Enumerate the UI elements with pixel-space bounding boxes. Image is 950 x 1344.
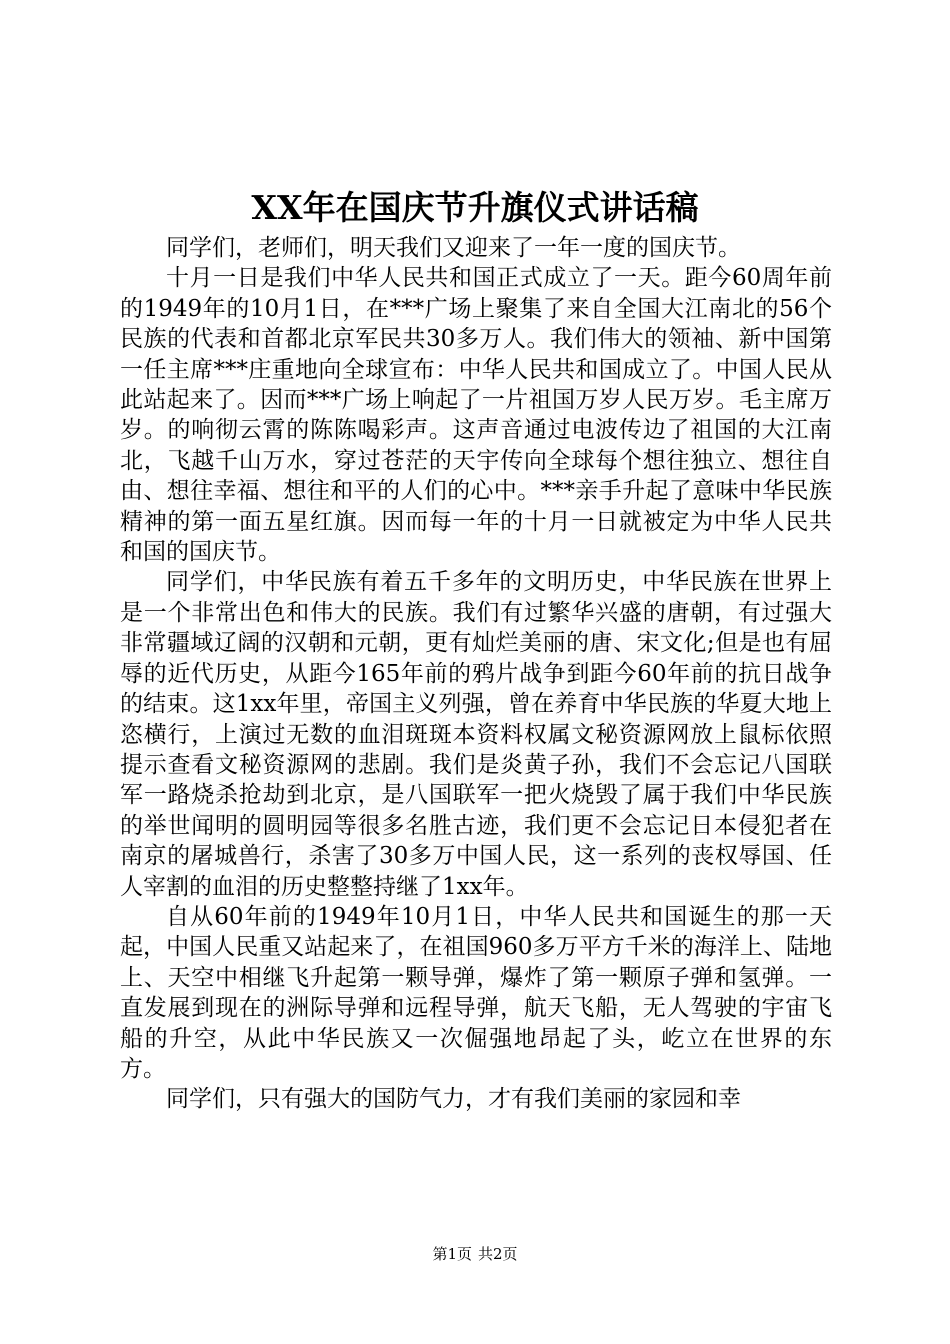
paragraph-founding: 十月一日是我们中华人民共和国正式成立了一天。距今60周年前的1949年的10月1日，在***广场上聚集了来自全国大江南北的56个民族的代表和首都北京军民共30多万人。我们伟大的领袖、新中国第一任主席***庄重地向全球宣布：中华人民共和国成立了。中国人民从此站起来了。因而***广场上响起了一片祖国万岁人民万岁。毛主席万岁。的响彻云霄的陈陈喝彩声。这声音通过电波传边了祖国的大江南北，飞越千山万水，穿过苍茫的天宇传向全球每个想往独立、想往自由、想往幸福、想往和平的人们的心中。***亲手升起了意味中华民族精神的第一面五星红旗。因而每一年的十月一日就被定为中华人民共和国的国庆节。 [120, 265, 832, 566]
paragraph-defense: 同学们，只有强大的国防气力，才有我们美丽的家园和幸 [166, 1086, 741, 1113]
document-title: XX年在国庆节升旗仪式讲话稿 [251, 188, 699, 227]
document-body [120, 233, 832, 1115]
page-footer [0, 1244, 950, 1264]
page-number-total: 共2页 [478, 1245, 518, 1263]
paragraph-greeting: 同学们，老师们，明天我们又迎来了一年一度的国庆节。 [166, 235, 741, 261]
paragraph-rise: 自从60年前的1949年10月1日，中华人民共和国诞生的那一天起，中国人民重又站起来了，在祖国960多万平方千米的海洋上、陆地上、天空中相继飞升起第一颗导弹，爆炸了第一颗原子弹和氢弹。一直发展到现在的洲际导弹和远程导弹，航天飞船，无人驾驶的宇宙飞船的升空，从此中华民族又一次倔强地昂起了头，屹立在世界的东方。 [120, 903, 832, 1082]
paragraph-history: 同学们，中华民族有着五千多年的文明历史，中华民族在世界上是一个非常出色和伟大的民族。我们有过繁华兴盛的唐朝，有过强大非常疆域辽阔的汉朝和元朝，更有灿烂美丽的唐、宋文化;但是也有屈辱的近代历史，从距今165年前的鸦片战争到距今60年前的抗日战争的结束。这1xx年里，帝国主义列强，曾在养育中华民族的华夏大地上恣横行，上演过无数的血泪斑斑本资料权属文秘资源网放上鼠标依照提示查看文秘资源网的悲剧。我们是炎黄子孙，我们不会忘记八国联军一路烧杀抢劫到北京，是八国联军一把火烧毁了属于我们中华民族的举世闻明的圆明园等很多名胜古迹，我们更不会忘记日本侵犯者在南京的屠城兽行，杀害了30多万中国人民，这一系列的丧权辱国、任人宰割的血泪的历史整整持继了1xx年。 [120, 569, 832, 900]
page-number-current: 第1页 [432, 1245, 472, 1263]
